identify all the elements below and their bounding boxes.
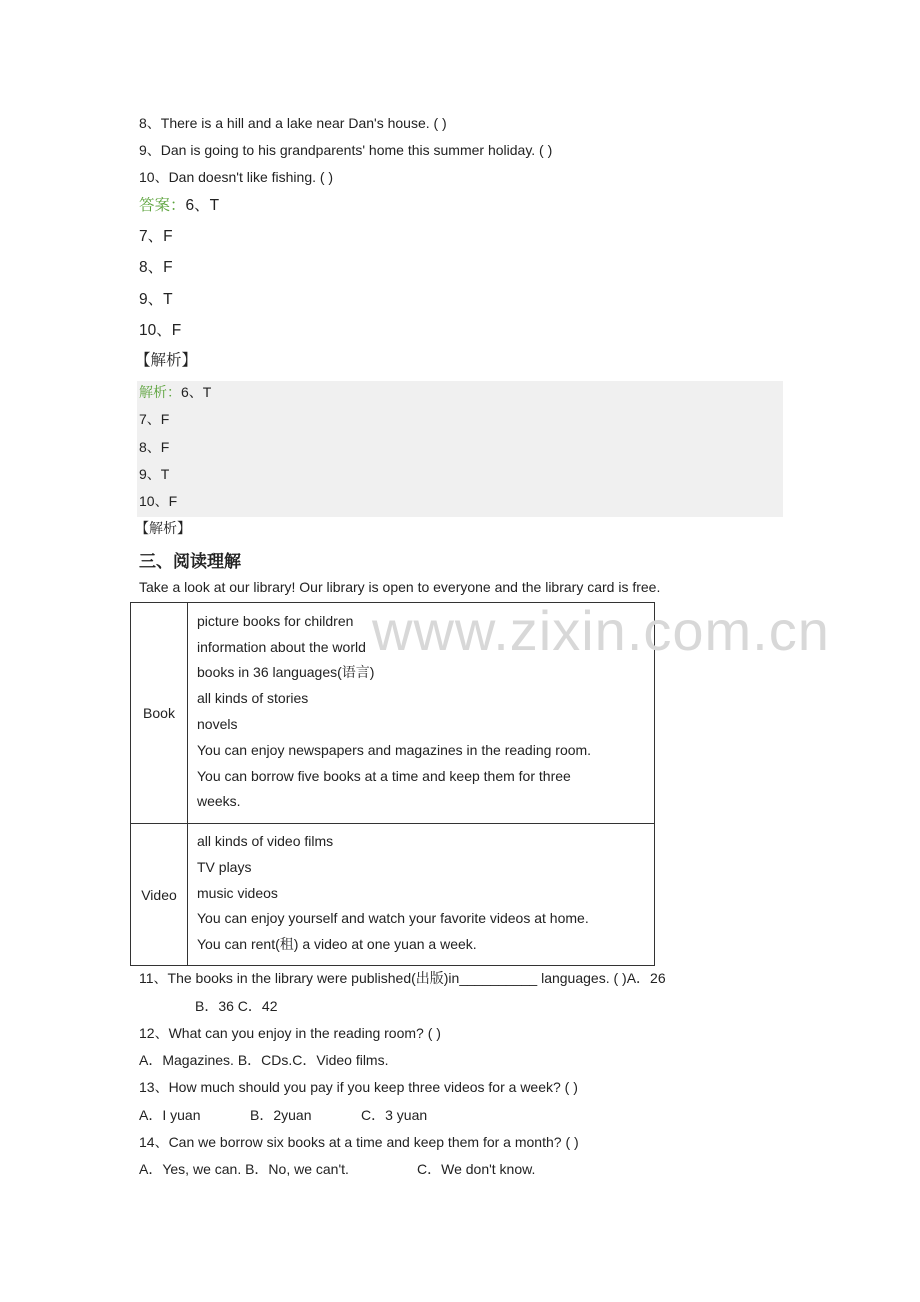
analysis-item: 9、T bbox=[139, 466, 170, 482]
row-label-video: Video bbox=[131, 824, 188, 966]
analysis-item: 6、T bbox=[181, 384, 212, 400]
question-14-option-c: C．We don't know. bbox=[417, 1161, 536, 1177]
video-line: You can rent(租) a video at one yuan a week. bbox=[197, 936, 477, 953]
analysis-line-1 bbox=[139, 383, 211, 401]
section-title: 三、阅读理解 bbox=[139, 552, 241, 572]
book-line: You can enjoy newspapers and magazines in the reading room. bbox=[197, 741, 592, 758]
analysis-box bbox=[137, 381, 783, 517]
book-line: all kinds of stories bbox=[197, 690, 309, 707]
answer-item: 7、F bbox=[139, 228, 173, 245]
answer-item: 8、F bbox=[139, 259, 173, 276]
book-line: information about the world bbox=[197, 638, 366, 655]
book-line: picture books for children bbox=[197, 612, 354, 629]
analysis-label: 解析： bbox=[139, 384, 181, 400]
question-8: 8、There is a hill and a lake near Dan's house. ( ) bbox=[139, 115, 447, 131]
video-line: TV plays bbox=[197, 858, 252, 875]
analysis-heading-2: 【解析】 bbox=[135, 520, 191, 536]
analysis-item: 8、F bbox=[139, 439, 170, 455]
question-11-options: B．36 C．42 bbox=[195, 998, 278, 1014]
section-intro: Take a look at our library! Our library is open to everyone and the library card is free. bbox=[139, 579, 661, 595]
book-line: books in 36 languages(语言) bbox=[197, 664, 375, 681]
question-12-options: A．Magazines. B．CDs.C．Video films. bbox=[139, 1052, 389, 1068]
analysis-item: 7、F bbox=[139, 411, 170, 427]
table-row-video bbox=[131, 824, 655, 966]
question-14: 14、Can we borrow six books at a time and keep them for a month? ( ) bbox=[139, 1134, 579, 1150]
video-line: all kinds of video films bbox=[197, 833, 334, 849]
book-line: weeks. bbox=[197, 793, 241, 810]
analysis-heading: 【解析】 bbox=[135, 352, 198, 369]
book-cell bbox=[188, 603, 655, 824]
question-13: 13、How much should you pay if you keep three videos for a week? ( ) bbox=[139, 1079, 578, 1095]
video-line: music videos bbox=[197, 884, 278, 901]
question-11: 11、The books in the library were published(出版)in__________ languages. ( )A．26 bbox=[139, 970, 666, 986]
video-line: You can enjoy yourself and watch your favorite videos at home. bbox=[197, 910, 589, 927]
answer-label: 答案： bbox=[139, 197, 186, 214]
question-13-option-c: C．3 yuan bbox=[361, 1107, 428, 1123]
answer-item: 6、T bbox=[185, 197, 220, 214]
question-12: 12、What can you enjoy in the reading room? ( ) bbox=[139, 1025, 441, 1041]
book-line: You can borrow five books at a time and keep them for three bbox=[197, 767, 571, 784]
video-cell bbox=[188, 824, 655, 966]
table-row-book bbox=[131, 603, 655, 824]
question-10: 10、Dan doesn't like fishing. ( ) bbox=[139, 169, 334, 185]
question-13-option-a: A．I yuan bbox=[139, 1107, 201, 1123]
library-table bbox=[130, 602, 655, 966]
answer-line-1 bbox=[139, 197, 219, 215]
answer-item: 10、F bbox=[139, 322, 182, 339]
question-14-option-ab: A．Yes, we can. B．No, we can't. bbox=[139, 1161, 349, 1177]
question-13-option-b: B．2yuan bbox=[250, 1107, 312, 1123]
watermark: www.zixin.com.cn bbox=[372, 599, 830, 662]
answer-item: 9、T bbox=[139, 291, 173, 308]
analysis-item: 10、F bbox=[139, 493, 178, 509]
row-label-book: Book bbox=[131, 603, 188, 824]
book-line: novels bbox=[197, 716, 238, 732]
question-9: 9、Dan is going to his grandparents' home this summer holiday. ( ) bbox=[139, 142, 553, 158]
